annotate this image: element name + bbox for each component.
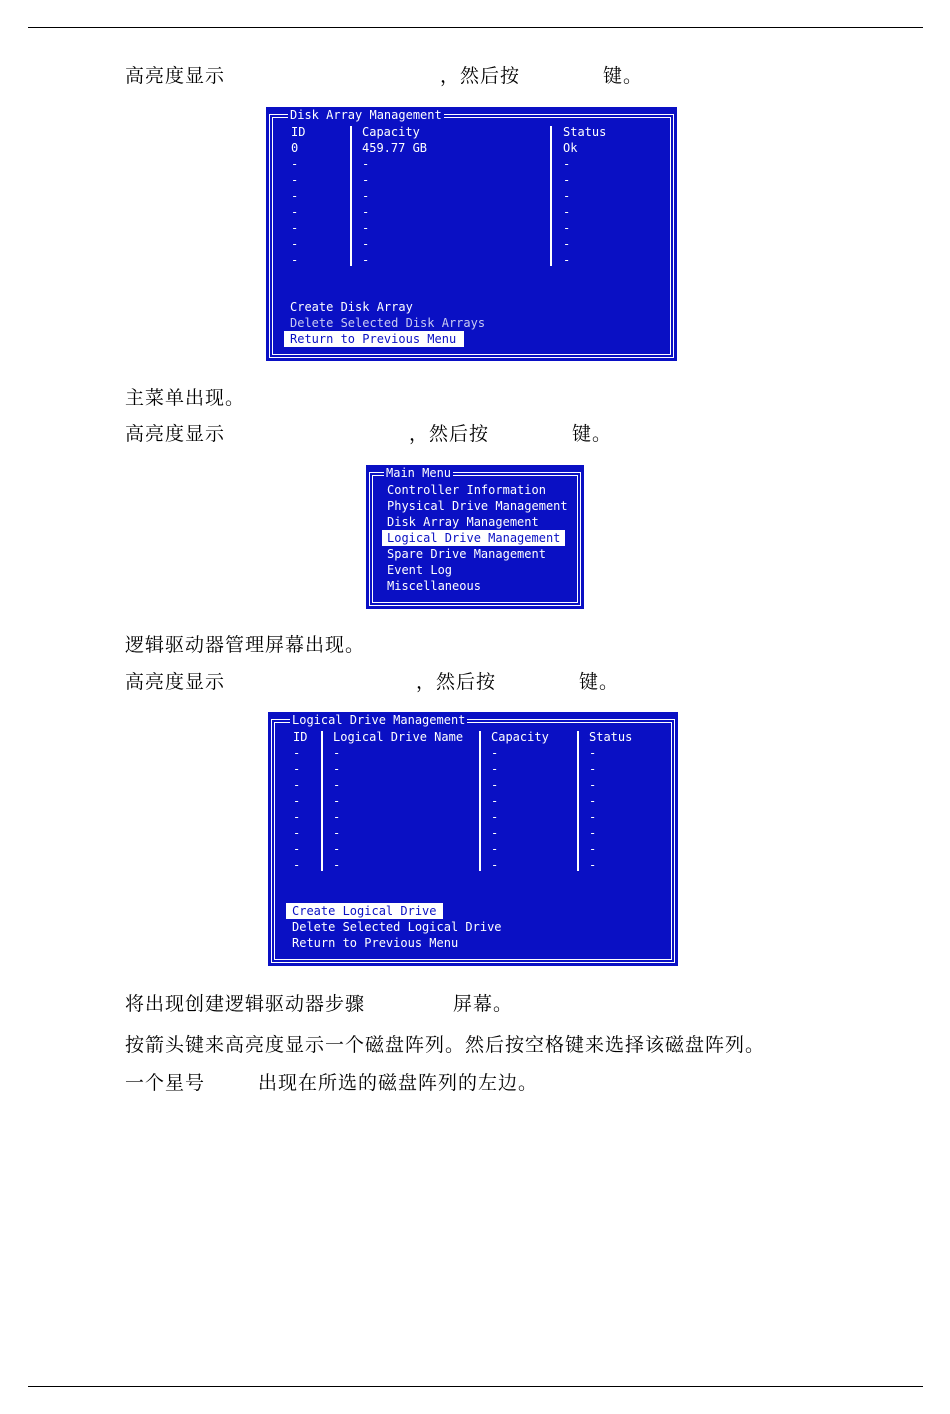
- instruction-text: 出现在所选的磁盘阵列的左边。: [258, 1072, 539, 1094]
- instruction-text: 高亮度显示: [125, 65, 226, 87]
- instruction-text: 将出现创建逻辑驱动器步骤: [125, 993, 366, 1015]
- menu-item-miscellaneous[interactable]: Miscellaneous: [387, 579, 481, 593]
- table-cell: 459.77 GB: [362, 141, 428, 155]
- table-cell: -: [491, 810, 499, 824]
- instruction-text: 键。: [572, 423, 613, 445]
- column-divider: [321, 731, 323, 871]
- table-cell: -: [563, 189, 571, 203]
- table-cell: -: [362, 237, 370, 251]
- instruction-text: ，然后按: [440, 65, 521, 87]
- screen-title: Main Menu: [386, 466, 452, 480]
- table-cell: -: [333, 842, 341, 856]
- table-cell: -: [293, 778, 301, 792]
- delete-logical-drive-action[interactable]: Delete Selected Logical Drive: [292, 920, 502, 934]
- table-cell: -: [589, 762, 597, 776]
- return-previous-menu-action[interactable]: Return to Previous Menu: [292, 936, 459, 950]
- table-cell: -: [491, 826, 499, 840]
- menu-item-physical-drive-management[interactable]: Physical Drive Management: [387, 499, 568, 513]
- table-cell: -: [563, 205, 571, 219]
- instruction-text: 逻辑驱动器管理屏幕出现。: [125, 634, 366, 656]
- table-cell: -: [333, 762, 341, 776]
- instruction-text: 一个星号: [125, 1072, 206, 1094]
- menu-item-logical-drive-management[interactable]: Logical Drive Management: [382, 530, 565, 546]
- table-cell: -: [589, 778, 597, 792]
- table-cell: -: [291, 221, 299, 235]
- column-header-id: ID: [293, 730, 308, 744]
- logical-drive-management-screen: [268, 712, 678, 966]
- table-cell: -: [333, 826, 341, 840]
- column-divider: [550, 126, 552, 266]
- column-header-capacity: Capacity: [491, 730, 549, 744]
- table-cell: -: [589, 746, 597, 760]
- footer-rule: [28, 1386, 923, 1387]
- table-cell: -: [293, 762, 301, 776]
- table-cell: -: [291, 205, 299, 219]
- screen-title: Logical Drive Management: [292, 713, 466, 727]
- table-cell: -: [491, 778, 499, 792]
- table-cell: -: [491, 762, 499, 776]
- table-cell: -: [291, 253, 299, 267]
- table-cell: -: [563, 157, 571, 171]
- table-cell: -: [491, 858, 499, 872]
- table-cell: -: [291, 237, 299, 251]
- column-header-capacity: Capacity: [362, 125, 420, 139]
- table-cell: -: [293, 746, 301, 760]
- instruction-text: 高亮度显示: [125, 671, 226, 693]
- table-cell: -: [362, 253, 370, 267]
- table-cell: -: [563, 173, 571, 187]
- table-cell: -: [333, 778, 341, 792]
- column-header-logical-drive-name: Logical Drive Name: [333, 730, 464, 744]
- table-cell: -: [589, 810, 597, 824]
- disk-array-management-screen: [266, 107, 677, 361]
- table-cell: -: [293, 810, 301, 824]
- table-cell: -: [563, 253, 571, 267]
- table-cell: -: [291, 173, 299, 187]
- instruction-text: 键。: [603, 65, 644, 87]
- table-cell: -: [563, 221, 571, 235]
- create-disk-array-action[interactable]: Create Disk Array: [290, 300, 413, 314]
- table-cell: -: [293, 842, 301, 856]
- table-cell: -: [491, 794, 499, 808]
- instruction-text: 主菜单出现。: [125, 387, 246, 409]
- table-cell: -: [293, 794, 301, 808]
- table-cell: -: [333, 810, 341, 824]
- instruction-text: 屏幕。: [453, 993, 514, 1015]
- column-header-status: Status: [589, 730, 633, 744]
- header-rule: [28, 27, 923, 28]
- instruction-text: ，然后按: [416, 671, 497, 693]
- instruction-text: 键。: [579, 671, 620, 693]
- instruction-text: ，然后按: [409, 423, 490, 445]
- table-cell: Ok: [563, 141, 578, 155]
- menu-item-controller-information[interactable]: Controller Information: [387, 483, 546, 497]
- create-logical-drive-action[interactable]: Create Logical Drive: [286, 903, 443, 919]
- table-cell: -: [589, 794, 597, 808]
- menu-item-event-log[interactable]: Event Log: [387, 563, 453, 577]
- table-cell: -: [589, 842, 597, 856]
- table-cell: -: [362, 205, 370, 219]
- table-cell: -: [291, 189, 299, 203]
- menu-item-spare-drive-management[interactable]: Spare Drive Management: [387, 547, 546, 561]
- return-previous-menu-action[interactable]: Return to Previous Menu: [284, 331, 464, 347]
- table-cell: -: [291, 157, 299, 171]
- table-cell: -: [333, 858, 341, 872]
- table-cell: -: [589, 826, 597, 840]
- table-cell: -: [362, 221, 370, 235]
- table-cell: 0: [291, 141, 299, 155]
- instruction-text: 按箭头键来高亮度显示一个磁盘阵列。然后按空格键来选择该磁盘阵列。: [125, 1034, 766, 1056]
- table-cell: -: [563, 237, 571, 251]
- column-divider: [577, 731, 579, 871]
- table-cell: -: [293, 858, 301, 872]
- menu-item-disk-array-management[interactable]: Disk Array Management: [387, 515, 539, 529]
- table-cell: -: [333, 794, 341, 808]
- table-cell: -: [362, 157, 370, 171]
- column-header-status: Status: [563, 125, 607, 139]
- screen-title: Disk Array Management: [290, 108, 442, 122]
- column-divider: [350, 126, 352, 266]
- table-cell: -: [491, 842, 499, 856]
- table-cell: -: [333, 746, 341, 760]
- delete-disk-arrays-action[interactable]: Delete Selected Disk Arrays: [290, 316, 486, 330]
- main-menu-screen: [366, 465, 584, 609]
- table-cell: -: [491, 746, 499, 760]
- column-divider: [479, 731, 481, 871]
- table-cell: -: [589, 858, 597, 872]
- table-cell: -: [362, 173, 370, 187]
- column-header-id: ID: [291, 125, 306, 139]
- instruction-text: 高亮度显示: [125, 423, 226, 445]
- table-cell: -: [293, 826, 301, 840]
- table-cell: -: [362, 189, 370, 203]
